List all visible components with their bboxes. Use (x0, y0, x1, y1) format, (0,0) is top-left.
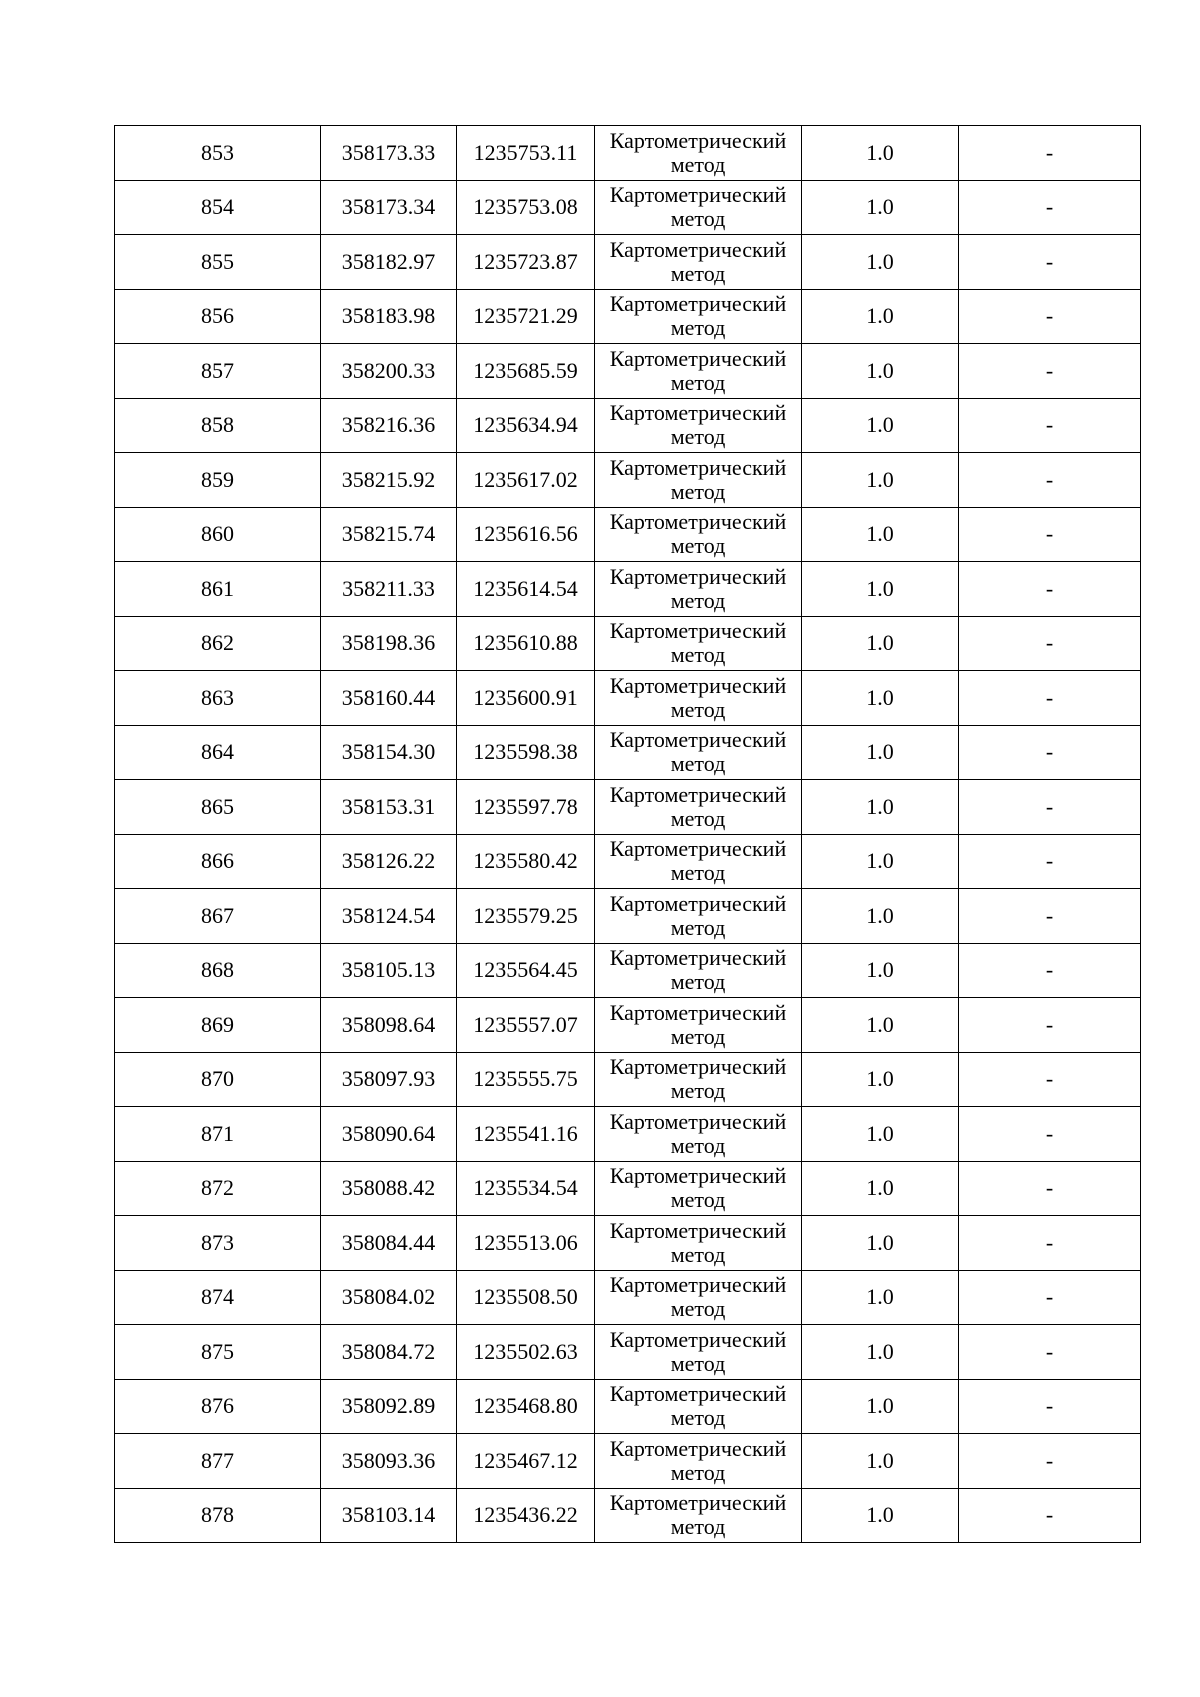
x-coordinate-cell: 358088.42 (321, 1161, 457, 1216)
accuracy-cell: 1.0 (802, 889, 959, 944)
point-number-cell: 854 (115, 180, 321, 235)
point-number-cell: 868 (115, 943, 321, 998)
x-coordinate-cell: 358173.34 (321, 180, 457, 235)
method-cell (595, 1325, 802, 1380)
x-coordinate-cell: 358173.33 (321, 126, 457, 181)
table-row (115, 725, 1141, 780)
y-coordinate-cell: 1235614.54 (457, 562, 595, 617)
description-cell: - (959, 889, 1141, 944)
description-cell: - (959, 1052, 1141, 1107)
method-line-2: метод (670, 860, 726, 886)
y-coordinate-cell: 1235541.16 (457, 1107, 595, 1162)
method-line-2: метод (670, 751, 726, 777)
x-coordinate-cell: 358154.30 (321, 725, 457, 780)
table-row (115, 1325, 1141, 1380)
description-cell: - (959, 289, 1141, 344)
table-row (115, 289, 1141, 344)
description-cell: - (959, 398, 1141, 453)
method-line-2: метод (670, 969, 726, 995)
point-number-cell: 862 (115, 616, 321, 671)
x-coordinate-cell: 358211.33 (321, 562, 457, 617)
table-row (115, 671, 1141, 726)
x-coordinate-cell: 358084.44 (321, 1216, 457, 1271)
method-line-2: метод (670, 1078, 726, 1104)
accuracy-cell: 1.0 (802, 725, 959, 780)
accuracy-cell: 1.0 (802, 1161, 959, 1216)
accuracy-cell: 1.0 (802, 398, 959, 453)
method-cell (595, 562, 802, 617)
method-cell (595, 235, 802, 290)
method-line-2: метод (670, 478, 726, 504)
method-cell (595, 1379, 802, 1434)
x-coordinate-cell: 358183.98 (321, 289, 457, 344)
method-line-1: Картометрический (609, 345, 787, 371)
description-cell: - (959, 562, 1141, 617)
description-cell: - (959, 834, 1141, 889)
y-coordinate-cell: 1235557.07 (457, 998, 595, 1053)
method-line-2: метод (670, 260, 726, 286)
description-cell: - (959, 725, 1141, 780)
table-row (115, 1379, 1141, 1434)
y-coordinate-cell: 1235468.80 (457, 1379, 595, 1434)
y-coordinate-cell: 1235598.38 (457, 725, 595, 780)
method-line-2: метод (670, 805, 726, 831)
method-line-1: Картометрический (609, 727, 787, 753)
method-line-1: Картометрический (609, 1217, 787, 1243)
x-coordinate-cell: 358103.14 (321, 1488, 457, 1543)
description-cell: - (959, 1216, 1141, 1271)
point-number-cell: 865 (115, 780, 321, 835)
point-number-cell: 855 (115, 235, 321, 290)
method-cell (595, 180, 802, 235)
x-coordinate-cell: 358092.89 (321, 1379, 457, 1434)
method-line-2: метод (670, 1459, 726, 1485)
table-row (115, 1270, 1141, 1325)
x-coordinate-cell: 358200.33 (321, 344, 457, 399)
point-number-cell: 866 (115, 834, 321, 889)
table-row (115, 1107, 1141, 1162)
x-coordinate-cell: 358097.93 (321, 1052, 457, 1107)
table-row (115, 1161, 1141, 1216)
x-coordinate-cell: 358216.36 (321, 398, 457, 453)
method-line-1: Картометрический (609, 1490, 787, 1516)
point-number-cell: 861 (115, 562, 321, 617)
table-row (115, 562, 1141, 617)
point-number-cell: 857 (115, 344, 321, 399)
method-line-2: метод (670, 1241, 726, 1267)
method-line-1: Картометрический (609, 1435, 787, 1461)
method-cell (595, 1270, 802, 1325)
point-number-cell: 872 (115, 1161, 321, 1216)
method-cell (595, 507, 802, 562)
method-line-2: метод (670, 587, 726, 613)
method-line-1: Картометрический (609, 1381, 787, 1407)
description-cell: - (959, 453, 1141, 508)
point-number-cell: 875 (115, 1325, 321, 1380)
table-row (115, 834, 1141, 889)
accuracy-cell: 1.0 (802, 780, 959, 835)
table-row (115, 453, 1141, 508)
point-number-cell: 869 (115, 998, 321, 1053)
y-coordinate-cell: 1235634.94 (457, 398, 595, 453)
method-line-2: метод (670, 315, 726, 341)
table-row (115, 344, 1141, 399)
y-coordinate-cell: 1235600.91 (457, 671, 595, 726)
x-coordinate-cell: 358182.97 (321, 235, 457, 290)
accuracy-cell: 1.0 (802, 562, 959, 617)
y-coordinate-cell: 1235753.11 (457, 126, 595, 181)
point-number-cell: 870 (115, 1052, 321, 1107)
point-number-cell: 858 (115, 398, 321, 453)
table-row (115, 398, 1141, 453)
method-line-1: Картометрический (609, 400, 787, 426)
method-line-2: метод (670, 369, 726, 395)
y-coordinate-cell: 1235502.63 (457, 1325, 595, 1380)
method-cell (595, 998, 802, 1053)
method-line-1: Картометрический (609, 1272, 787, 1298)
x-coordinate-cell: 358084.72 (321, 1325, 457, 1380)
point-number-cell: 874 (115, 1270, 321, 1325)
description-cell: - (959, 1379, 1141, 1434)
x-coordinate-cell: 358090.64 (321, 1107, 457, 1162)
method-line-1: Картометрический (609, 1054, 787, 1080)
point-number-cell: 860 (115, 507, 321, 562)
description-cell: - (959, 1161, 1141, 1216)
description-cell: - (959, 943, 1141, 998)
method-line-1: Картометрический (609, 836, 787, 862)
y-coordinate-cell: 1235580.42 (457, 834, 595, 889)
method-line-1: Картометрический (609, 563, 787, 589)
method-line-1: Картометрический (609, 236, 787, 262)
accuracy-cell: 1.0 (802, 507, 959, 562)
table-row (115, 126, 1141, 181)
method-cell (595, 1434, 802, 1489)
point-number-cell: 856 (115, 289, 321, 344)
method-line-1: Картометрический (609, 945, 787, 971)
point-number-cell: 867 (115, 889, 321, 944)
table-row (115, 1434, 1141, 1489)
method-cell (595, 889, 802, 944)
table-row (115, 943, 1141, 998)
y-coordinate-cell: 1235436.22 (457, 1488, 595, 1543)
x-coordinate-cell: 358124.54 (321, 889, 457, 944)
method-cell (595, 344, 802, 399)
method-line-1: Картометрический (609, 890, 787, 916)
point-number-cell: 864 (115, 725, 321, 780)
table-row (115, 780, 1141, 835)
y-coordinate-cell: 1235753.08 (457, 180, 595, 235)
table-row (115, 616, 1141, 671)
x-coordinate-cell: 358084.02 (321, 1270, 457, 1325)
method-line-2: метод (670, 151, 726, 177)
method-line-2: метод (670, 914, 726, 940)
description-cell: - (959, 507, 1141, 562)
method-line-2: метод (670, 533, 726, 559)
y-coordinate-cell: 1235555.75 (457, 1052, 595, 1107)
accuracy-cell: 1.0 (802, 943, 959, 998)
method-cell (595, 834, 802, 889)
description-cell: - (959, 780, 1141, 835)
accuracy-cell: 1.0 (802, 344, 959, 399)
method-line-2: метод (670, 424, 726, 450)
y-coordinate-cell: 1235616.56 (457, 507, 595, 562)
x-coordinate-cell: 358093.36 (321, 1434, 457, 1489)
accuracy-cell: 1.0 (802, 1216, 959, 1271)
x-coordinate-cell: 358198.36 (321, 616, 457, 671)
method-cell (595, 398, 802, 453)
table-row (115, 889, 1141, 944)
method-line-2: метод (670, 206, 726, 232)
y-coordinate-cell: 1235610.88 (457, 616, 595, 671)
point-number-cell: 859 (115, 453, 321, 508)
accuracy-cell: 1.0 (802, 616, 959, 671)
description-cell: - (959, 1488, 1141, 1543)
accuracy-cell: 1.0 (802, 998, 959, 1053)
method-cell (595, 1052, 802, 1107)
x-coordinate-cell: 358215.92 (321, 453, 457, 508)
method-cell (595, 1107, 802, 1162)
method-line-1: Картометрический (609, 509, 787, 535)
method-cell (595, 1216, 802, 1271)
point-number-cell: 873 (115, 1216, 321, 1271)
accuracy-cell: 1.0 (802, 1052, 959, 1107)
accuracy-cell: 1.0 (802, 235, 959, 290)
coordinates-table-body (115, 126, 1141, 1543)
y-coordinate-cell: 1235597.78 (457, 780, 595, 835)
y-coordinate-cell: 1235513.06 (457, 1216, 595, 1271)
y-coordinate-cell: 1235564.45 (457, 943, 595, 998)
accuracy-cell: 1.0 (802, 1434, 959, 1489)
x-coordinate-cell: 358098.64 (321, 998, 457, 1053)
accuracy-cell: 1.0 (802, 126, 959, 181)
y-coordinate-cell: 1235721.29 (457, 289, 595, 344)
method-line-1: Картометрический (609, 672, 787, 698)
coordinates-table (114, 125, 1141, 1543)
method-cell (595, 453, 802, 508)
y-coordinate-cell: 1235723.87 (457, 235, 595, 290)
method-line-1: Картометрический (609, 127, 787, 153)
x-coordinate-cell: 358105.13 (321, 943, 457, 998)
accuracy-cell: 1.0 (802, 1270, 959, 1325)
method-cell (595, 289, 802, 344)
x-coordinate-cell: 358215.74 (321, 507, 457, 562)
description-cell: - (959, 616, 1141, 671)
accuracy-cell: 1.0 (802, 834, 959, 889)
accuracy-cell: 1.0 (802, 180, 959, 235)
method-line-2: метод (670, 1350, 726, 1376)
method-line-2: метод (670, 1405, 726, 1431)
accuracy-cell: 1.0 (802, 289, 959, 344)
point-number-cell: 863 (115, 671, 321, 726)
y-coordinate-cell: 1235534.54 (457, 1161, 595, 1216)
method-line-2: метод (670, 1187, 726, 1213)
method-line-1: Картометрический (609, 618, 787, 644)
accuracy-cell: 1.0 (802, 1379, 959, 1434)
table-row (115, 235, 1141, 290)
point-number-cell: 853 (115, 126, 321, 181)
description-cell: - (959, 344, 1141, 399)
method-line-1: Картометрический (609, 1326, 787, 1352)
description-cell: - (959, 998, 1141, 1053)
method-line-2: метод (670, 1296, 726, 1322)
accuracy-cell: 1.0 (802, 1325, 959, 1380)
x-coordinate-cell: 358153.31 (321, 780, 457, 835)
y-coordinate-cell: 1235685.59 (457, 344, 595, 399)
method-cell (595, 616, 802, 671)
table-row (115, 1488, 1141, 1543)
method-line-1: Картометрический (609, 781, 787, 807)
point-number-cell: 876 (115, 1379, 321, 1434)
method-line-1: Картометрический (609, 1163, 787, 1189)
method-cell (595, 943, 802, 998)
description-cell: - (959, 1434, 1141, 1489)
method-line-1: Картометрический (609, 454, 787, 480)
y-coordinate-cell: 1235617.02 (457, 453, 595, 508)
table-row (115, 1216, 1141, 1271)
method-line-1: Картометрический (609, 182, 787, 208)
description-cell: - (959, 180, 1141, 235)
point-number-cell: 878 (115, 1488, 321, 1543)
table-row (115, 180, 1141, 235)
table-row (115, 1052, 1141, 1107)
accuracy-cell: 1.0 (802, 453, 959, 508)
method-line-1: Картометрический (609, 999, 787, 1025)
description-cell: - (959, 1270, 1141, 1325)
method-line-2: метод (670, 642, 726, 668)
description-cell: - (959, 1107, 1141, 1162)
x-coordinate-cell: 358160.44 (321, 671, 457, 726)
method-line-2: метод (670, 696, 726, 722)
description-cell: - (959, 235, 1141, 290)
point-number-cell: 877 (115, 1434, 321, 1489)
method-cell (595, 780, 802, 835)
method-line-1: Картометрический (609, 1108, 787, 1134)
description-cell: - (959, 671, 1141, 726)
method-cell (595, 126, 802, 181)
y-coordinate-cell: 1235467.12 (457, 1434, 595, 1489)
point-number-cell: 871 (115, 1107, 321, 1162)
x-coordinate-cell: 358126.22 (321, 834, 457, 889)
description-cell: - (959, 126, 1141, 181)
table-row (115, 507, 1141, 562)
accuracy-cell: 1.0 (802, 1107, 959, 1162)
method-cell (595, 1161, 802, 1216)
y-coordinate-cell: 1235579.25 (457, 889, 595, 944)
method-line-2: метод (670, 1132, 726, 1158)
method-cell (595, 1488, 802, 1543)
method-cell (595, 725, 802, 780)
method-line-2: метод (670, 1023, 726, 1049)
table-row (115, 998, 1141, 1053)
method-cell (595, 671, 802, 726)
accuracy-cell: 1.0 (802, 671, 959, 726)
method-line-2: метод (670, 1514, 726, 1540)
y-coordinate-cell: 1235508.50 (457, 1270, 595, 1325)
description-cell: - (959, 1325, 1141, 1380)
method-line-1: Картометрический (609, 291, 787, 317)
accuracy-cell: 1.0 (802, 1488, 959, 1543)
